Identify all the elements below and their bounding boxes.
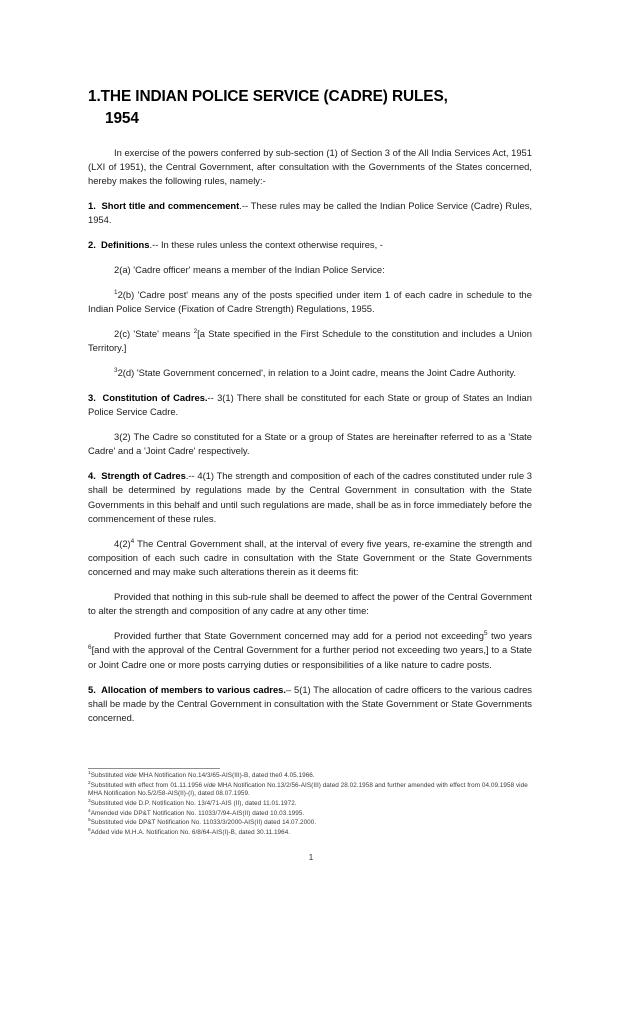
- rule-4-2-text: The Central Government shall, at the interval of every five years, re-examine the strength and composition of each such cadre in consultation with the State Government or the State Governments concerned and may make such alterations therein as it deems fit:: [88, 537, 532, 578]
- footnote-item: [88, 819, 532, 828]
- rule-4-text: .-- 4(1) The strength and composition of each of the cadres constituted under rule 3 shall be determined by regulations made by the Central Government in consultation with the State Governments in this behalf and until such regulations are made, shall be as in force immediately before the commencement of these rules.: [88, 470, 532, 524]
- rule-2-text: .-- In these rules unless the context otherwise requires, -: [149, 239, 383, 251]
- rule-1-number: 1: [88, 200, 94, 212]
- rule-4-paragraph: 4. Strength of Cadres.-- 4(1) The strength and composition of each of the cadres constituted under rule 3 shall be determined by regulations made by the Central Government in consultation with the State Governments in this behalf and until such regulations are made, shall be as in force immediately before the commencement of these rules.: [88, 470, 532, 524]
- title-line-2: 1954: [105, 109, 139, 127]
- rule-5-paragraph: [88, 683, 532, 726]
- rule-5-text: – 5(1) The allocation of cadre officers to the various cadres shall be made by the Central Government in consultation with the State Government or State Governments concerned.: [88, 683, 532, 724]
- footnote-text-italic: vide: [203, 781, 216, 789]
- rule-4-heading: Strength of Cadres: [101, 470, 186, 481]
- footnote-text-post: MHA Notification No.14/3/65-AIS(III)-B, dated the0 4.05.1966.: [136, 772, 315, 779]
- footnote-item: [88, 829, 532, 838]
- footnote-marker: 1: [88, 770, 91, 776]
- title-line-1: 1.THE INDIAN POLICE SERVICE (CADRE) RULES,: [88, 88, 448, 105]
- footnote-marker: 5: [88, 818, 91, 824]
- rule-2c-paragraph: [88, 327, 532, 356]
- page-number: 1: [308, 853, 314, 862]
- footnote-ref-6: 6: [88, 644, 92, 652]
- footnote-text-pre: Substituted with effect from 01.11.1956: [90, 781, 204, 789]
- rule-2b-paragraph: [88, 288, 532, 317]
- rule-2b-text: 2(b) 'Cadre post' means any of the posts specified under item 1 of each cadre in schedule to the Indian Police Service (Fixation of Cadre Strength) Regulations, 1955.: [88, 288, 532, 315]
- footnote-text-pre: Added vide M.H.A. Notification No. 6/8/64-AIS(I)-B, dated 30.11.1964.: [90, 829, 291, 837]
- rule-3-number: 3: [88, 391, 94, 403]
- footnote-text-pre: Substituted: [90, 772, 125, 779]
- proviso-2-paragraph: [88, 629, 532, 672]
- rule-4-number: 4: [88, 470, 94, 481]
- footnote-item: [88, 772, 532, 781]
- footnote-ref-5: 5: [483, 630, 488, 638]
- rule-3-2-paragraph: 3(2) The Cadre so constituted for a State or a group of States are hereinafter referred to as a 'State Cadre' and a 'Joint Cadre' respectively.: [88, 430, 532, 457]
- rule-1-paragraph: 1. Short title and commencement.-- These rules may be called the Indian Police Service (Cadre) Rules, 1954.: [88, 200, 532, 226]
- rule-1-text: .-- These rules may be called the Indian Police Service (Cadre) Rules, 1954.: [88, 200, 532, 226]
- footnote-ref-2: 2: [193, 327, 198, 335]
- rule-2d-paragraph: [88, 366, 532, 380]
- footnote-ref-3: 3: [114, 366, 118, 374]
- footnote-text-pre: Substituted vide DP&T Notification No. 11033/3/2000-AIS(II) dated 14.07.2000.: [90, 819, 317, 827]
- footnote-separator: [88, 768, 220, 769]
- footnote-marker: 2: [88, 780, 91, 786]
- footnote-text-italic: vide: [124, 772, 137, 779]
- rule-4-2-paragraph: [88, 537, 532, 580]
- footnote-item: [88, 800, 532, 809]
- proviso-1-paragraph: Provided that nothing in this sub-rule shall be deemed to affect the power of the Central Government to alter the strength and composition of any cadre at any other time:: [88, 591, 532, 617]
- footnote-text-pre: Amended vide DP&T Notification No. 11033/7/94-AIS(II) dated 10.03.1995.: [90, 809, 305, 817]
- rule-3-text: -- 3(1) There shall be constituted for each State or group of States an Indian Police Service Cadre.: [88, 391, 532, 418]
- footnote-item: [88, 782, 532, 799]
- footnote-marker: 4: [88, 808, 91, 814]
- page-title: [88, 86, 532, 130]
- proviso-2-text-post: [and with the approval of the Central Government for a further period not exceeding two years,] to a State or Joint Cadre one or more posts carrying duties or responsibilities of a like nature to cadre posts.: [88, 644, 532, 670]
- document-body: [88, 86, 532, 736]
- preamble-paragraph: In exercise of the powers conferred by sub-section (1) of Section 3 of the All India Services Act, 1951 (LXI of 1951), the Central Government, after consultation with the Governments of the States concerned, hereby makes the following rules, namely:-: [88, 146, 532, 187]
- rule-2-number: 2: [88, 239, 94, 251]
- rule-2c-text-pre: 2(c) 'State' means: [114, 327, 194, 339]
- footnote-item: [88, 810, 532, 819]
- footnote-marker: 3: [88, 798, 91, 804]
- footnote-ref-4: 4: [130, 537, 135, 545]
- rule-5-number: 5.: [88, 683, 96, 695]
- footnote-ref-1: 1: [114, 288, 118, 296]
- rule-2-heading: Definitions: [101, 239, 150, 251]
- rule-4-2-label: 4(2): [114, 537, 131, 549]
- rule-3-paragraph: 3. Constitution of Cadres.-- 3(1) There shall be constituted for each State or group of States an Indian Police Service Cadre.: [88, 391, 532, 418]
- rule-2a-paragraph: 2(a) 'Cadre officer' means a member of the Indian Police Service:: [114, 264, 385, 276]
- footnote-marker: 6: [88, 827, 91, 833]
- rule-2c-text-post: [a State specified in the First Schedule to the constitution and includes a Union Territory.]: [88, 327, 532, 354]
- rule-2-paragraph: 2. Definitions.-- In these rules unless the context otherwise requires, -: [88, 239, 383, 251]
- footnote-text-pre: Substituted vide D.P. Notification No. 13/4/71-AIS (II), dated 11.01.1972.: [90, 799, 297, 807]
- rule-5-heading: Allocation of members to various cadres.: [101, 683, 286, 695]
- footnote-section: [88, 768, 532, 839]
- proviso-2-text-pre: Provided further that State Government concerned may add for a period not exceeding: [114, 630, 484, 642]
- rule-3-heading: Constitution of Cadres.: [102, 391, 208, 403]
- rule-2d-text: 2(d) 'State Government concerned', in relation to a Joint cadre, means the Joint Cadre Authority.: [117, 367, 516, 379]
- footnote-text-post: MHA Notification No.13/2/56-AIS(III) dated 28.02.1958 and further amended with effect from 04.09.1958 vide MHA Notification No.5/2/58-AIS(II)-(I), dated 08.07.1959.: [88, 781, 528, 798]
- proviso-2-text-mid: two years: [487, 630, 532, 642]
- rule-1-heading: Short title and commencement: [101, 200, 240, 212]
